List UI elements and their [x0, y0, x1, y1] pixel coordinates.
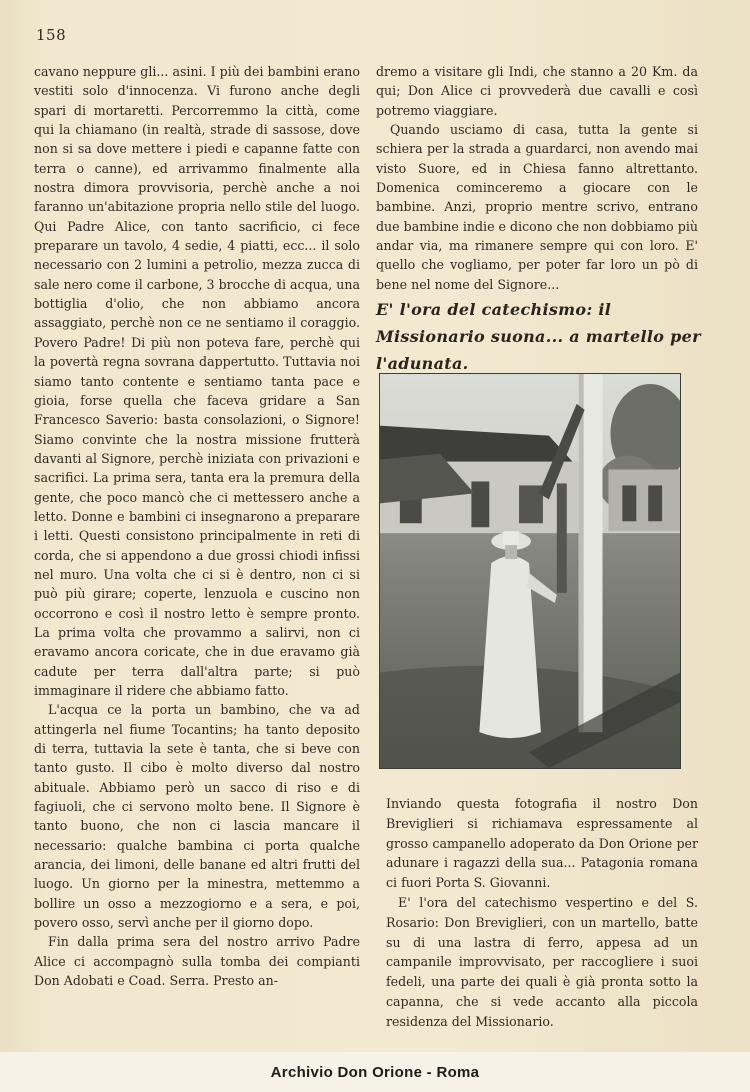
caption-paragraph: Inviando questa fotografia il nostro Don Breviglieri si richiamava espressamente al grosso campanello adoperato da Don Orione per adunare i ragazzi della sua... Patagonia romana ci fuori Porta S. Giovanni.: [386, 796, 698, 891]
paragraph: Fin dalla prima sera del nostro arrivo Padre Alice ci accompagnò sulla tomba dei compianti Don Adobati e Coad. Serra. Presto an-: [34, 934, 360, 989]
paragraph: Quando usciamo di casa, tutta la gente si schiera per la strada a guardarci, non avendo mai visto Suore, ed in Chiesa fanno altrettanto. Domenica cominceremo a giocare con le bambine. Anzi, proprio mentre scrivo, entrano due bambine indie e dicono che non dobbiamo più andar via, ma rimanere sempre qui con loro. E' quello che vogliamo, per poter far loro un pò di bene nel nome del Signore...: [376, 122, 698, 292]
paragraph: cavano neppure gli... asini. I più dei bambini erano vestiti solo d'innocenza. Vi furono anche degli spari di mortaretti. Percorremmo la città, come qui la chiamano (in realtà, strade di sassose, dove non si sa dove mettere i piedi e capanne fatte con terra o canne), ed arrivammo finalmente alla nostra dimora provvisoria, perchè anche a noi faranno un'abitazione propria nello stile del luogo. Qui Padre Alice, con tanto sacrificio, ci fece preparare un tavolo, 4 sedie, 4 piatti, ecc... il solo necessario con 2 lumini a petrolio, mezza zucca di sale nero come il carbone, 3 brocche di acqua, una bottiglia d'olio, che non abbiamo ancora assaggiato, perchè non ce ne sentiamo il coraggio. Povero Padre! Di più non poteva fare, perchè qui la povertà regna sovrana dappertutto. Tuttavia noi siamo tanto contente e sentiamo tanta pace e gioia, forse quella che faceva gridare a San Francesco Saverio: basta consolazioni, o Signore! Siamo convinte che la nostra missione frutterà davanti al Signore, perchè iniziata con privazioni e sacrifici. La prima sera, tanta era la premura della gente, che poco mancò che ci mettessero anche a letto. Donne e bambini ci insegnarono a preparare i letti. Questi consistono principalmente in reti di corda, che si appendono a due grossi chiodi infissi nel muro. Una volta che ci si è dentro, non ci si può più girare; coperte, lenzuola e cuscino non occorrono e così il nostro letto è sempre pronto. La prima volta che provammo a salirvi, non ci eravamo ancora coricate, che in due eravamo già cadute per terra dall'altra parte; si può immaginare il ridere che abbiamo fatto.: [34, 64, 360, 698]
missionary-photo: [379, 373, 681, 769]
photo-caption: [386, 794, 698, 1032]
photo-headline: E' l'ora del catechismo: il Missionario suona... a martello per l'adunata.: [376, 300, 701, 373]
left-column: [34, 62, 360, 991]
paragraph: dremo a visitare gli Indi, che stanno a 20 Km. da qui; Don Alice ci provvederà due cavalli e così potremo viaggiare.: [376, 64, 698, 118]
paragraph: L'acqua ce la porta un bambino, che va ad attingerla nel fiume Tocantins; ha tanto deposito di terra, tuttavia la sete è tanta, che si beve con tanto gusto. Il cibo è molto diverso dal nostro abituale. Abbiamo però un sacco di riso e di fagiuoli, che ci servono molto bene. Il Signore è tanto buono, che non ci lascia mancare il necessario: qualche bambina ci porta qualche arancia, dei limoni, delle banane ed altri frutti del luogo. Un giorno per la minestra, mettemmo a bollire un osso a mezzogiorno e a sera, e poi, povero osso, servì anche per il giorno dopo.: [34, 702, 360, 931]
right-column: [376, 62, 698, 294]
archive-footer: Archivio Don Orione - Roma: [0, 1052, 750, 1092]
caption-paragraph: E' l'ora del catechismo vespertino e del S. Rosario: Don Breviglieri, con un martello, batte su di una lastra di ferro, appesa ad un campanile improvvisato, per raccogliere i suoi fedeli, una parte dei quali è già pronta sotto la capanna, che si vede accanto alla piccola residenza del Missionario.: [386, 894, 698, 1029]
page-number: 158: [36, 26, 67, 44]
